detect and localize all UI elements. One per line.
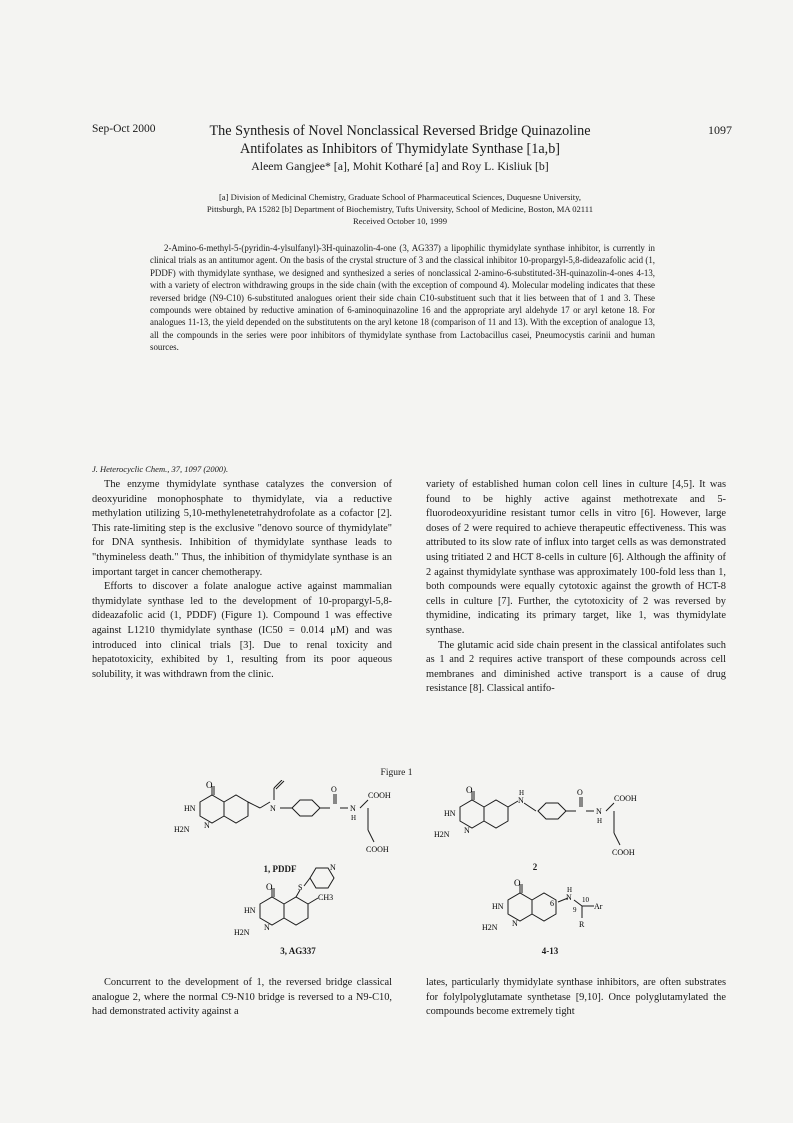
atom-label: HN: [244, 906, 256, 915]
atom-label: N: [204, 821, 210, 830]
atom-label: R: [579, 920, 585, 929]
atom-label: H2N: [482, 923, 498, 932]
atom-label: H: [597, 817, 603, 825]
column-left-bottom: [92, 976, 392, 1020]
atom-label: H2N: [174, 825, 190, 834]
atom-label: O: [331, 785, 337, 794]
paragraph: Concurrent to the development of 1, the reversed bridge classical analogue 2, where the normal C9-N10 bridge is reversed to a N9-C10, had demonstrated activity against a: [92, 977, 392, 1018]
paper-title: [150, 122, 650, 158]
atom-label: 9: [573, 906, 577, 914]
atom-label: N: [330, 863, 336, 872]
atom-label: O: [514, 878, 521, 888]
atom-label: CH3: [318, 893, 334, 902]
atom-label: COOH: [366, 845, 389, 854]
abstract: 2-Amino-6-methyl-5-(pyridin-4-ylsulfanyl)-3H-quinazolin-4-one (3, AG337) a lipophilic thymidylate synthase inhibitor, is currently in clinical trials as an antitumor agent. On the basis of the crystal structure of 3 and the classical inhibitor 10-propargyl-5,8-dideazafolic acid (1, PDDF) with thymidylate synthase, we designed and synthesized a series of nonclassical 2-amino-6-substituted-3H-quinazolin-4-ones 4-13, with a variety of electron withdrawing groups in the side chain (with the exception of compound 4). Molecular modeling indicates that these reversed bridge (N9-C10) 6-substituted analogues orient their side chain C10-substituent such that it lies between that of 1 and 3. These compounds were obtained by reductive amination of 6-aminoquinazoline 16 and the appropriate aryl aldehyde 17 or aryl ketone 18. For analogues 11-13, the yield depended on the substitutents on the aryl ketone 18 (comparison of 11 and 13). With the exception of analogue 13, all the compounds in the series were poor inhibitors of thymidylate synthase from Lactobacillus casei, Pneumocystis carinii and human sources.: [150, 243, 655, 353]
atom-label: H: [567, 886, 573, 894]
atom-label: S: [298, 883, 303, 892]
atom-label: H: [519, 789, 525, 797]
column-right-bottom: [426, 976, 726, 1020]
structure-series: [478, 878, 628, 943]
atom-label: N: [264, 923, 270, 932]
authors: Aleem Gangjee* [a], Mohit Kotharé [a] and Roy L. Kisliuk [b]: [251, 159, 549, 173]
label-ag337: 3, AG337: [280, 946, 316, 956]
received-date: Received October 10, 1999: [352, 216, 448, 226]
atom-label: N: [596, 807, 602, 816]
atom-label: H2N: [434, 830, 450, 839]
atom-label: O: [577, 788, 583, 797]
figure-title: Figure 1: [380, 768, 413, 778]
atom-label: N: [512, 919, 518, 928]
title-line-2: Antifolates as Inhibitors of Thymidylate Synthase [1a,b]: [239, 141, 561, 157]
atom-label: COOH: [612, 848, 635, 857]
page-number: 1097: [708, 123, 732, 137]
column-right-top: [426, 478, 726, 697]
structure-2: [430, 785, 670, 865]
atom-label: HN: [444, 809, 456, 818]
label-pddf: 1, PDDF: [263, 864, 297, 874]
atom-label: N: [270, 804, 276, 813]
atom-label: N: [464, 826, 470, 835]
atom-label: H: [351, 814, 357, 822]
paragraph: The glutamic acid side chain present in the classical antifolates such as 1 and 2 requires active transport of these compounds across cell membranes and diminished active transport is a cause of drug resistance [8]. Classical antifo-: [426, 639, 726, 695]
journal-issue: Sep-Oct 2000: [92, 123, 156, 135]
column-left-top: [92, 478, 392, 682]
atom-label: O: [266, 882, 273, 892]
citation: J. Heterocyclic Chem., 37, 1097 (2000).: [92, 464, 229, 474]
paragraph: variety of established human colon cell lines in culture [4,5]. It was found to be highly active against methotrexate and 5-fluorodeoxyuridine resistant tumor cells in vitro [6]. However, large doses of 2 were required to achieve therapeutic effectiveness. This was attributed to its slow rate of influx into target cells as was demonstrated using tritiated 2 and HCT 8-cells in culture [6]. Although the affinity of 2 against thymidylate synthase was approximately 100-fold less than 1, both compounds were equally cytotoxic against the growth of HCT-8 cells in culture [7]. Further, the cytotoxicity of 2 was reversed by thymidine, indicating its primary target, like 1, was thymidylate synthase.: [426, 479, 726, 636]
atom-label: N: [350, 804, 356, 813]
affiliation-line-2: Pittsburgh, PA 15282 [b] Department of Biochemistry, Tufts University, School of Medicine, Boston, MA 02111: [206, 204, 594, 214]
atom-label: N: [518, 796, 524, 805]
atom-label: O: [466, 785, 473, 795]
affiliation-line-1: [a] Division of Medicinal Chemistry, Graduate School of Pharmaceutical Sciences, Duquesne University,: [218, 192, 582, 202]
paragraph: The enzyme thymidylate synthase catalyzes the conversion of deoxyuridine monophosphate to thymidylate, via a reductive methylation utilizing 5,10-methylenetetrahydrofolate as a cofactor [2]. This rate-limiting step is the exclusive "denovo source of thymidylate" for DNA synthesis. Inhibition of thymidylate synthase leads to "thymineless death." Thus, the inhibition of thymidylate synthase is an important target in cancer chemotherapy.: [92, 479, 392, 578]
title-line-1: The Synthesis of Novel Nonclassical Reversed Bridge Quinazoline: [209, 123, 591, 139]
label-series: 4-13: [541, 946, 559, 956]
affiliations: [190, 191, 610, 227]
paragraph: Efforts to discover a folate analogue active against mammalian thymidylate synthase led to the development of 10-propargyl-5,8-dideazafolic acid (1, PDDF) (Figure 1). Compound 1 was effective against L1210 thymidylate synthase (IC50 = 0.014 μM) and was introduced into clinical trials [3]. Due to renal toxicity and hepatotoxicity, exhibited by 1, resulting from its poor aqueous solubility, it was withdrawn from the clinic.: [92, 581, 392, 680]
atom-label: 6: [550, 899, 554, 908]
atom-label: HN: [492, 902, 504, 911]
label-compound-2: 2: [532, 862, 538, 872]
atom-label: O: [206, 780, 213, 790]
atom-label: H2N: [234, 928, 250, 937]
atom-label: Ar: [594, 902, 603, 911]
atom-label: COOH: [614, 794, 637, 803]
atom-label: COOH: [368, 791, 391, 800]
atom-label: 10: [582, 896, 589, 904]
paragraph: lates, particularly thymidylate synthase inhibitors, are often substrates for folylpolyglutamate synthetase [9,10]. Once polyglutamylated the compounds become extremely tight: [426, 977, 726, 1018]
atom-label: N: [566, 893, 572, 902]
structure-pddf: [170, 780, 420, 860]
atom-label: HN: [184, 804, 196, 813]
structure-ag337: [230, 860, 360, 945]
